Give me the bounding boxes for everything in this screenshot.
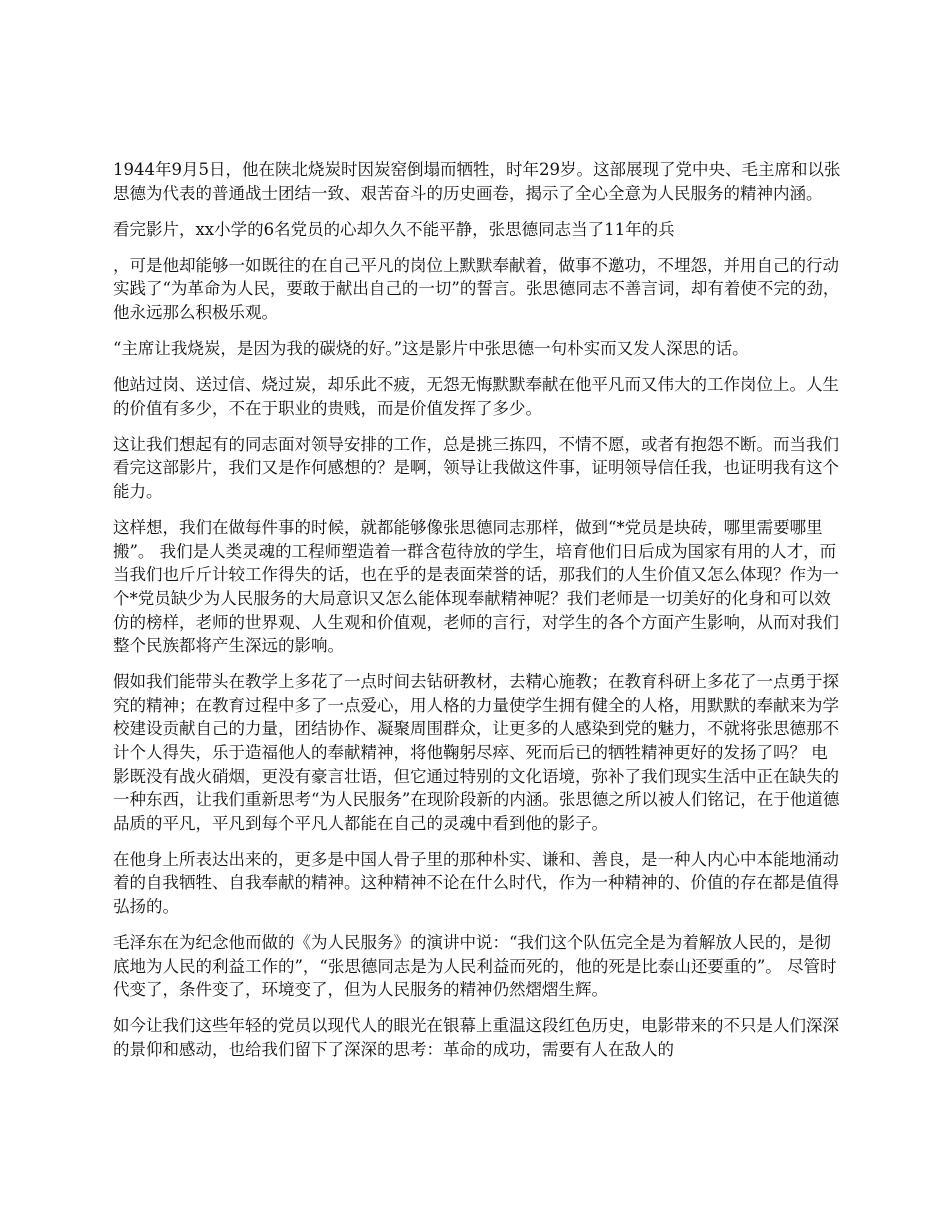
paragraph: 在他身上所表达出来的，更多是中国人骨子里的那种朴实、谦和、善良，是一种人内心中本能地涌动着的自我牺牲、自我奉献的精神。这种精神不论在什么时代，作为一种精神的、价值的存在都是值得弘扬的。 <box>113 849 839 917</box>
paragraph: 他站过岗、送过信、烧过炭，却乐此不疲，无怨无悔默默奉献在他平凡而又伟大的工作岗位上。人生的价值有多少，不在于职业的贵贱，而是价值发挥了多少。 <box>113 375 839 418</box>
paragraph: 1944年9月5日，他在陕北烧炭时因炭窑倒塌而牺牲，时年29岁。这部展现了党中央、毛主席和以张思德为代表的普通战士团结一致、艰苦奋斗的历史画卷，揭示了全心全意为人民服务的精神内涵。 <box>113 160 841 203</box>
paragraph: 看完影片，xx小学的6名党员的心却久久不能平静，张思德同志当了11年的兵 <box>113 219 675 239</box>
paragraph: 毛泽东在为纪念他而做的《为人民服务》的演讲中说：“我们这个队伍完全是为着解放人民的，是彻底地为人民的利益工作的”，“张思德同志是为人民利益而死的，他的死是比泰山还要重的”。 尽管时代变了，条件变了，环境变了，但为人民服务的精神仍然熠熠生辉。 <box>113 933 837 1000</box>
paragraph: 这样想，我们在做每件事的时候，就都能够像张思德同志那样，做到“*党员是块砖，哪里需要哪里搬”。 我们是人类灵魂的工程师塑造着一群含苞待放的学生，培育他们日后成为国家有用的人才，而当我们也斤斤计较工作得失的话，也在乎的是表面荣誉的话，那我们的人生价值又怎么体现？作为一个*党员缺少为人民服务的大局意识又怎么能体现奉献精神呢？我们老师是一切美好的化身和可以效仿的榜样，老师的世界观、人生观和价值观，老师的言行，对学生的各个方面产生影响，从而对我们整个民族都将产生深远的影响。 <box>113 518 839 656</box>
paragraph: ，可是他却能够一如既往的在自己平凡的岗位上默默奉献着，做事不邀功，不埋怨，并用自己的行动实践了“为革命为人民，要敢于献出自己的一切”的誓言。张思德同志不善言词，却有着使不完的劲，他永远那么积极乐观。 <box>113 255 840 322</box>
paragraph: “主席让我烧炭，是因为我的碳烧的好。”这是影片中张思德一句朴实而又发人深思的话。 <box>113 339 749 359</box>
paragraph: 这让我们想起有的同志面对领导安排的工作，总是挑三拣四，不情不愿，或者有抱怨不断。而当我们看完这部影片，我们又是作何感想的？是啊，领导让我做这件事，证明领导信任我，也证明我有这个能力。 <box>113 434 839 502</box>
paragraph: 如今让我们这些年轻的党员以现代人的眼光在银幕上重温这段红色历史，电影带来的不只是人们深深的景仰和感动，也给我们留下了深深的思考：革命的成功，需要有人在敌人的 <box>113 1016 839 1059</box>
document-body <box>113 158 841 1074</box>
paragraph: 假如我们能带头在教学上多花了一点时间去钻研教材，去精心施教；在教育科研上多花了一点勇于探究的精神；在教育过程中多了一点爱心，用人格的力量使学生拥有健全的人格，用默默的奉献来为学校建设贡献自己的力量，团结协作、凝聚周围群众，让更多的人感染到党的魅力，不就将张思德那不计个人得失，乐于造福他人的奉献精神，将他鞠躬尽瘁、死而后已的牺牲精神更好的发扬了吗？ 电影既没有战火硝烟，更没有豪言壮语，但它通过特别的文化语境，弥补了我们现实生活中正在缺失的一种东西，让我们重新思考“为人民服务”在现阶段新的内涵。张思德之所以被人们铭记，在于他道德品质的平凡，平凡到每个平凡人都能在自己的灵魂中看到他的影子。 <box>113 672 840 833</box>
